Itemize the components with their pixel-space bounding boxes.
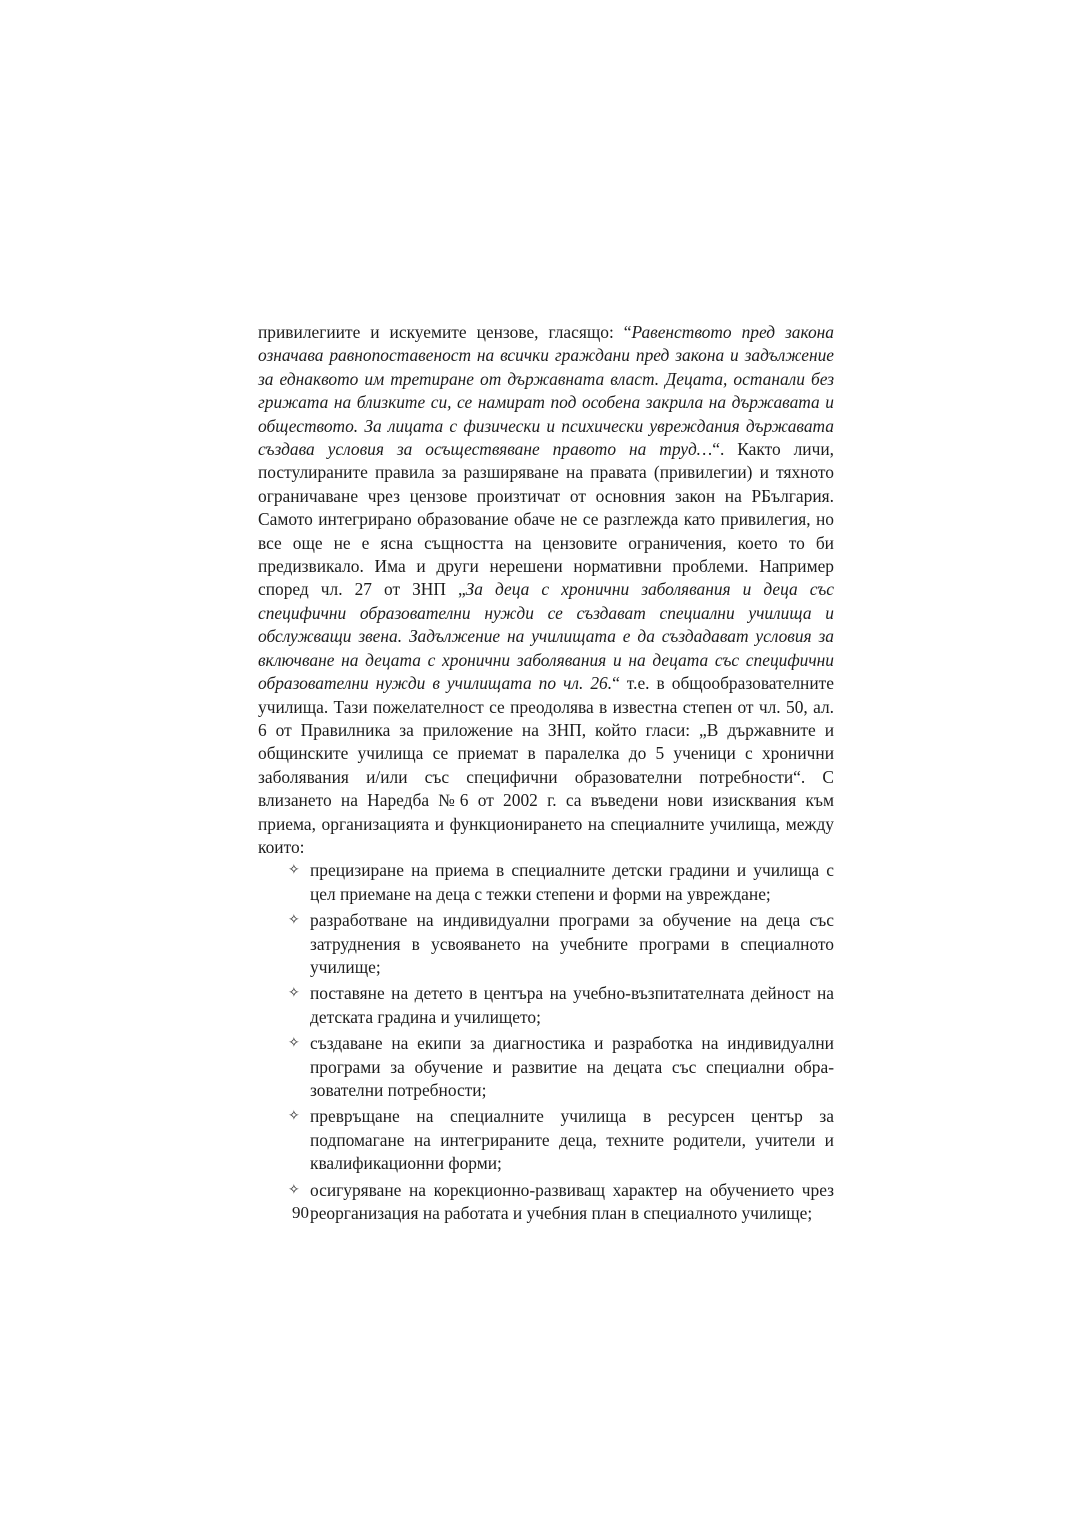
list-item [258, 1179, 834, 1226]
paragraph-text-1: привилегиите и искуемите цензове, гласящо: “ [258, 322, 632, 342]
list-item [258, 1105, 834, 1175]
list-item [258, 982, 834, 1029]
znp-article-quote: За деца с хронични заболявания и деца със специфични образователни нужди се създават специални училища и обслужващи звена. Задължение на училищата е да създадават условия за включване на децата с хронични заболявания и на децата със специфични образователни нужди в училищата по чл. 26. [258, 579, 834, 694]
page-number: 90 [292, 1203, 309, 1222]
list-item-text: създаване на екипи за диагностика и разработка на индивидуални програми за обучение и развитие на децата със специални образователни потребности; [310, 1033, 834, 1100]
list-item [258, 1032, 834, 1102]
list-item-text: прецизиране на приема в специалните детски градини и училища с цел приемане на деца с тежки степени и форми на увреждане; [310, 860, 834, 904]
body-paragraph [258, 321, 834, 859]
four-pointed-star-icon: ✧ [288, 985, 300, 1002]
four-pointed-star-icon: ✧ [288, 862, 300, 879]
page-text [258, 321, 834, 1228]
four-pointed-star-icon: ✧ [288, 1035, 300, 1052]
list-item-text: превръщане на специалните училища в ресурсен център за подпомагане на интегрираните деца, техните родители, учители и квалификационни форми; [310, 1106, 834, 1174]
list-item [258, 859, 834, 906]
list-item-text: поставяне на детето в центъра на учебно-възпитателната дейност на детската градина и училището; [310, 983, 834, 1027]
four-pointed-star-icon: ✧ [288, 1108, 300, 1125]
list-item-text: разработване на индивидуални програми за обучение на деца със затруднения в усвояването на учебните програми в специалното училище; [310, 910, 834, 977]
list-item-text: осигуряване на корекционно-развиващ характер на обучението чрез реорганизация на работата и учебния план в специалното училище; [310, 1179, 834, 1224]
four-pointed-star-icon: ✧ [288, 1181, 300, 1198]
four-pointed-star-icon: ✧ [288, 912, 300, 929]
constitution-quote: Равенството пред закона означава равнопоставеност на всички граждани пред закона и задължение за еднаквото им третиране от държавната власт. Децата, останали без грижата на близките си, се намират под особена закрила на държавата и обществото. За лицата с физически и психически увреждания държавата създава условия за осъществяване правото на труд… [258, 322, 834, 460]
paragraph-text-3: “ т.е. в общообразователните училища. Тази пожелателност се преодолява в известна степен от чл. 50, ал. 6 от Правилника за приложение на ЗНП, който гласи: „В държавните и общинските училища се приемат в паралелка до 5 ученици с хронични заболявания и/или със специфични образователни потребности“. С влизането на Наредба №6 от 2002 г. са въведени нови изисквания към приема, организацията и функционирането на специалните училища, между които: [258, 673, 834, 857]
paragraph-text-2: “. Както личи, постулираните правила за разширяване на правата (привилегии) и тяхното ограничаване чрез цензове произтичат от основния закон на РБългария. Самото интегрирано образование обаче не се разглежда като привилегия, но все още не е ясна същността на цензовите ограничения, което то би предизвикало. Има и други нерешени нормативни проблеми. Например според чл. 27 от ЗНП „ [258, 439, 834, 600]
list-item [258, 909, 834, 979]
requirements-list [258, 859, 834, 1225]
